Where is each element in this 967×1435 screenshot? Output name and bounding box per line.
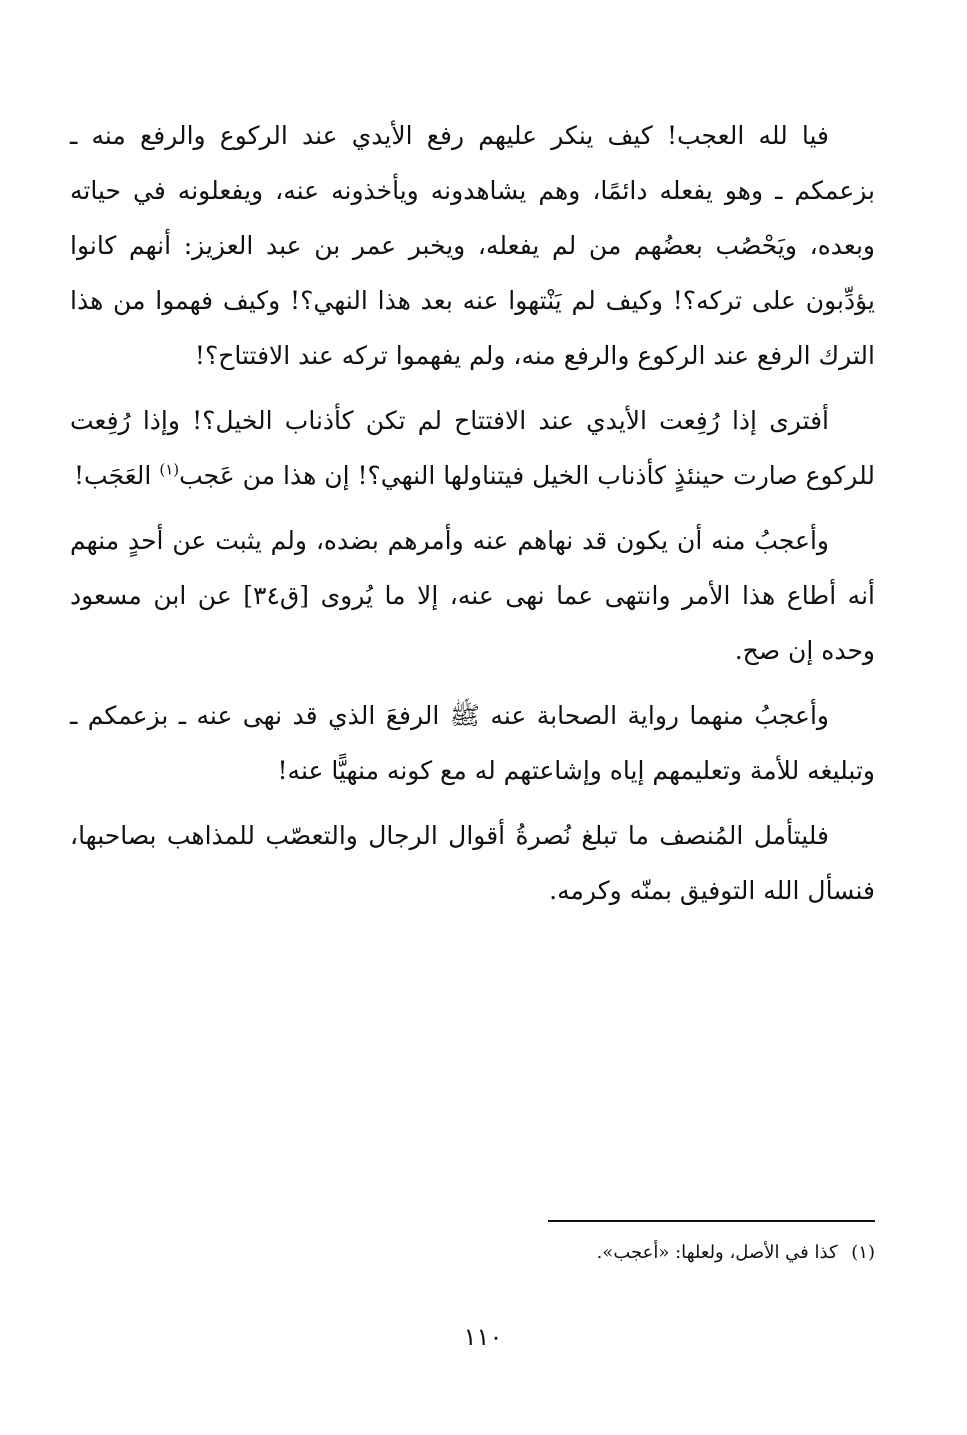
paragraph-4: وأعجبُ منهما رواية الصحابة عنه ﷺ الرفعَ الذي قد نهى عنه ـ بزعمكم ـ وتبليغه للأمة وتعليمهم إياه وإشاعتهم له مع كونه منهيًّا عنه!	[70, 701, 875, 785]
footnote-number: (١)	[851, 1242, 875, 1263]
paragraph-5: فليتأمل المُنصف ما تبلغ نُصرةُ أقوال الرجال والتعصّب للمذاهب بصاحبها، فنسأل الله التوفيق بمنّه وكرمه.	[70, 821, 875, 905]
paragraph-1: فيا لله العجب! كيف ينكر عليهم رفع الأيدي عند الركوع والرفع منه ـ بزعمكم ـ وهو يفعله دائمًا، وهم يشاهدونه ويأخذونه عنه، ويفعلونه في حياته وبعده، ويَحْصُب بعضُهم من لم يفعله، ويخبر عمر بن عبد العزيز: أنهم كانوا يؤدِّبون على تركه؟! وكيف لم يَنْتهوا عنه بعد هذا النهي؟! وكيف فهموا من هذا الترك الرفع عند الركوع والرفع منه، ولم يفهموا تركه عند الافتتاح؟!	[70, 121, 875, 370]
footnote	[300, 1238, 875, 1268]
footnote-reference: (١)	[159, 460, 180, 479]
footnote-text: كذا في الأصل، ولعلها: «أعجب».	[596, 1242, 838, 1263]
page-number: ١١٠	[463, 1323, 503, 1351]
paragraph-3: وأعجبُ منه أن يكون قد نهاهم عنه وأمرهم بضده، ولم يثبت عن أحدٍ منهم أنه أطاع هذا الأمر وانتهى عما نهى عنه، إلا ما يُروى [ق٣٤] عن ابن مسعود وحده إن صح.	[70, 526, 875, 665]
footnote-divider	[548, 1220, 875, 1222]
main-text	[70, 108, 875, 928]
paragraph-2-text: أفترى إذا رُفِعت الأيدي عند الافتتاح لم تكن كأذناب الخيل؟! وإذا رُفِعت للركوع صارت حينئذٍ كأذناب الخيل فيتناولها النهي؟! إن هذا من عَجب	[70, 406, 875, 490]
paragraph-2	[70, 393, 875, 503]
paragraph-2-text-end: العَجَب!	[74, 461, 160, 490]
